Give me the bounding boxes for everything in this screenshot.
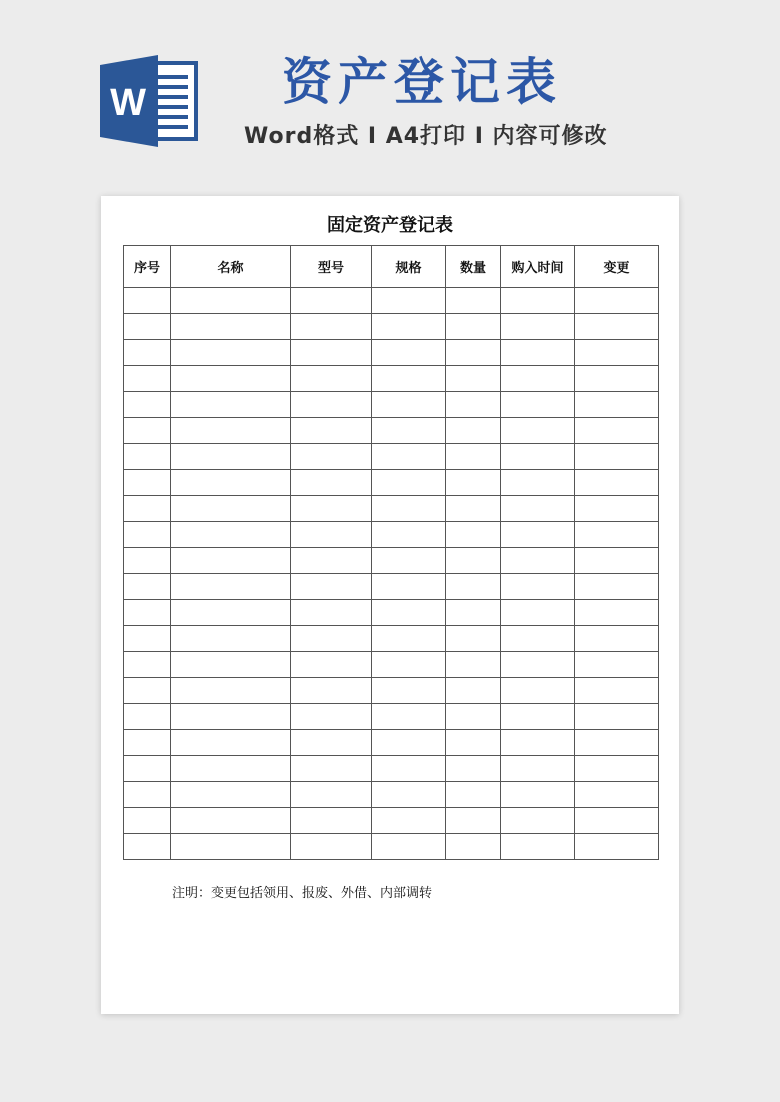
table-cell[interactable] (575, 366, 659, 392)
table-cell[interactable] (171, 704, 291, 730)
table-cell[interactable] (291, 678, 372, 704)
table-cell[interactable] (171, 834, 291, 860)
table-cell[interactable] (446, 548, 501, 574)
table-cell[interactable] (446, 470, 501, 496)
table-row (124, 522, 659, 548)
table-cell[interactable] (501, 444, 575, 470)
table-cell[interactable] (171, 600, 291, 626)
table-cell[interactable] (501, 470, 575, 496)
table-cell[interactable] (575, 574, 659, 600)
table-cell[interactable] (124, 600, 171, 626)
table-cell[interactable] (291, 730, 372, 756)
table-cell[interactable] (171, 314, 291, 340)
table-cell[interactable] (501, 782, 575, 808)
table-cell[interactable] (124, 678, 171, 704)
table-cell[interactable] (291, 626, 372, 652)
table-cell[interactable] (501, 652, 575, 678)
word-logo-letter: W (110, 82, 146, 124)
word-logo-icon (100, 55, 200, 147)
table-cell[interactable] (372, 340, 446, 366)
table-row (124, 808, 659, 834)
table-row (124, 574, 659, 600)
table-cell[interactable] (372, 418, 446, 444)
table-cell[interactable] (372, 288, 446, 314)
table-cell[interactable] (575, 548, 659, 574)
table-cell[interactable] (372, 730, 446, 756)
table-cell[interactable] (446, 444, 501, 470)
table-row (124, 366, 659, 392)
table-cell[interactable] (171, 366, 291, 392)
table-cell[interactable] (124, 288, 171, 314)
table-cell[interactable] (575, 730, 659, 756)
table-cell[interactable] (575, 522, 659, 548)
table-cell[interactable] (501, 600, 575, 626)
table-cell[interactable] (291, 834, 372, 860)
table-cell[interactable] (124, 522, 171, 548)
table-cell[interactable] (446, 730, 501, 756)
table-cell[interactable] (171, 288, 291, 314)
table-cell[interactable] (124, 730, 171, 756)
table-cell[interactable] (171, 678, 291, 704)
table-cell[interactable] (446, 626, 501, 652)
table-cell[interactable] (575, 340, 659, 366)
table-cell[interactable] (501, 678, 575, 704)
table-row (124, 704, 659, 730)
table-cell[interactable] (171, 782, 291, 808)
table-cell[interactable] (575, 782, 659, 808)
table-cell[interactable] (446, 678, 501, 704)
table-cell[interactable] (124, 652, 171, 678)
table-row (124, 418, 659, 444)
table-cell[interactable] (575, 444, 659, 470)
table-row (124, 626, 659, 652)
table-cell[interactable] (291, 470, 372, 496)
table-cell[interactable] (291, 392, 372, 418)
table-cell[interactable] (501, 808, 575, 834)
table-row (124, 834, 659, 860)
table-cell[interactable] (575, 626, 659, 652)
table-cell[interactable] (501, 522, 575, 548)
table-cell[interactable] (575, 834, 659, 860)
table-cell[interactable] (372, 392, 446, 418)
table-cell[interactable] (372, 678, 446, 704)
table-cell[interactable] (171, 496, 291, 522)
table-cell[interactable] (446, 392, 501, 418)
table-cell[interactable] (291, 782, 372, 808)
table-cell[interactable] (446, 834, 501, 860)
table-cell[interactable] (501, 548, 575, 574)
table-cell[interactable] (124, 782, 171, 808)
table-cell[interactable] (501, 496, 575, 522)
table-cell[interactable] (171, 418, 291, 444)
column-header-name: 名称 (171, 246, 291, 288)
table-cell[interactable] (575, 314, 659, 340)
table-cell[interactable] (291, 600, 372, 626)
table-cell[interactable] (124, 418, 171, 444)
table-cell[interactable] (501, 340, 575, 366)
table-cell[interactable] (372, 496, 446, 522)
table-cell[interactable] (575, 418, 659, 444)
table-row (124, 756, 659, 782)
table-cell[interactable] (291, 314, 372, 340)
banner (0, 0, 780, 200)
table-cell[interactable] (501, 314, 575, 340)
table-cell[interactable] (372, 470, 446, 496)
table-cell[interactable] (446, 704, 501, 730)
table-cell[interactable] (372, 808, 446, 834)
table-cell[interactable] (446, 808, 501, 834)
table-cell[interactable] (372, 548, 446, 574)
table-cell[interactable] (291, 652, 372, 678)
table-row (124, 782, 659, 808)
column-header-change: 变更 (575, 246, 659, 288)
table-cell[interactable] (501, 626, 575, 652)
table-cell[interactable] (291, 340, 372, 366)
table-cell[interactable] (291, 808, 372, 834)
table-cell[interactable] (575, 678, 659, 704)
table-cell[interactable] (446, 756, 501, 782)
table-cell[interactable] (372, 834, 446, 860)
table-row (124, 730, 659, 756)
table-cell[interactable] (372, 652, 446, 678)
table-cell[interactable] (372, 522, 446, 548)
table-cell[interactable] (575, 652, 659, 678)
document-title: 固定资产登记表 (327, 215, 453, 236)
table-cell[interactable] (446, 418, 501, 444)
table-cell[interactable] (171, 808, 291, 834)
table-cell[interactable] (171, 470, 291, 496)
table-body (124, 288, 659, 860)
table-cell[interactable] (291, 366, 372, 392)
table-cell[interactable] (124, 626, 171, 652)
table-cell[interactable] (291, 574, 372, 600)
table-cell[interactable] (372, 314, 446, 340)
table-cell[interactable] (446, 288, 501, 314)
banner-title: 资产登记表 (282, 53, 562, 111)
table-cell[interactable] (575, 808, 659, 834)
table-cell[interactable] (124, 808, 171, 834)
table-cell[interactable] (372, 756, 446, 782)
table-cell[interactable] (372, 366, 446, 392)
table-row (124, 444, 659, 470)
column-header-model: 型号 (291, 246, 372, 288)
table-cell[interactable] (446, 782, 501, 808)
table-cell[interactable] (124, 340, 171, 366)
table-cell[interactable] (171, 730, 291, 756)
table-cell[interactable] (575, 756, 659, 782)
table-cell[interactable] (124, 444, 171, 470)
table-cell[interactable] (372, 782, 446, 808)
table-cell[interactable] (575, 288, 659, 314)
table-cell[interactable] (171, 340, 291, 366)
table-cell[interactable] (171, 652, 291, 678)
table-cell[interactable] (446, 314, 501, 340)
table-cell[interactable] (291, 444, 372, 470)
table-cell[interactable] (124, 704, 171, 730)
table-cell[interactable] (124, 366, 171, 392)
table-cell[interactable] (446, 496, 501, 522)
table-row (124, 340, 659, 366)
table-cell[interactable] (171, 574, 291, 600)
table-cell[interactable] (124, 548, 171, 574)
table-row (124, 678, 659, 704)
table-cell[interactable] (171, 392, 291, 418)
table-cell[interactable] (171, 548, 291, 574)
table-cell[interactable] (501, 574, 575, 600)
table-cell[interactable] (291, 704, 372, 730)
table-cell[interactable] (575, 496, 659, 522)
table-cell[interactable] (446, 574, 501, 600)
table-cell[interactable] (372, 600, 446, 626)
column-header-quantity: 数量 (446, 246, 501, 288)
table-row (124, 288, 659, 314)
table-row (124, 652, 659, 678)
table-cell[interactable] (575, 600, 659, 626)
document-page (101, 196, 679, 1014)
table-row (124, 496, 659, 522)
table-cell[interactable] (446, 522, 501, 548)
table-cell[interactable] (501, 834, 575, 860)
table-row (124, 470, 659, 496)
banner-subtitle: Word格式 I A4打印 I 内容可修改 (244, 124, 608, 149)
table-cell[interactable] (124, 574, 171, 600)
table-cell[interactable] (372, 444, 446, 470)
column-header-purchase-time: 购入时间 (501, 246, 575, 288)
table-cell[interactable] (291, 288, 372, 314)
table-cell[interactable] (291, 548, 372, 574)
table-cell[interactable] (124, 470, 171, 496)
table-cell[interactable] (446, 600, 501, 626)
table-cell[interactable] (291, 418, 372, 444)
table-cell[interactable] (501, 366, 575, 392)
table-cell[interactable] (575, 392, 659, 418)
table-row (124, 392, 659, 418)
table-cell[interactable] (124, 392, 171, 418)
table-cell[interactable] (171, 522, 291, 548)
table-cell[interactable] (446, 652, 501, 678)
footnote: 注明：变更包括领用、报废、外借、内部调转 (172, 886, 433, 901)
table-cell[interactable] (124, 834, 171, 860)
table-cell[interactable] (124, 496, 171, 522)
table-cell[interactable] (372, 626, 446, 652)
table-cell[interactable] (501, 704, 575, 730)
table-row (124, 314, 659, 340)
table-cell[interactable] (291, 756, 372, 782)
column-header-spec: 规格 (372, 246, 446, 288)
table-cell[interactable] (171, 756, 291, 782)
table-cell[interactable] (575, 704, 659, 730)
table-cell[interactable] (501, 418, 575, 444)
table-cell[interactable] (446, 340, 501, 366)
table-cell[interactable] (291, 522, 372, 548)
table-cell[interactable] (291, 496, 372, 522)
table-cell[interactable] (171, 444, 291, 470)
table-row (124, 548, 659, 574)
table-cell[interactable] (575, 470, 659, 496)
table-cell[interactable] (124, 314, 171, 340)
table-cell[interactable] (171, 626, 291, 652)
table-cell[interactable] (124, 756, 171, 782)
table-cell[interactable] (372, 574, 446, 600)
table-cell[interactable] (501, 730, 575, 756)
table-cell[interactable] (501, 288, 575, 314)
table-row (124, 600, 659, 626)
table-cell[interactable] (446, 366, 501, 392)
asset-register-table (123, 245, 659, 860)
table-cell[interactable] (501, 392, 575, 418)
column-header-serial: 序号 (124, 246, 171, 288)
table-header-row (124, 246, 659, 288)
table-cell[interactable] (372, 704, 446, 730)
table-cell[interactable] (501, 756, 575, 782)
